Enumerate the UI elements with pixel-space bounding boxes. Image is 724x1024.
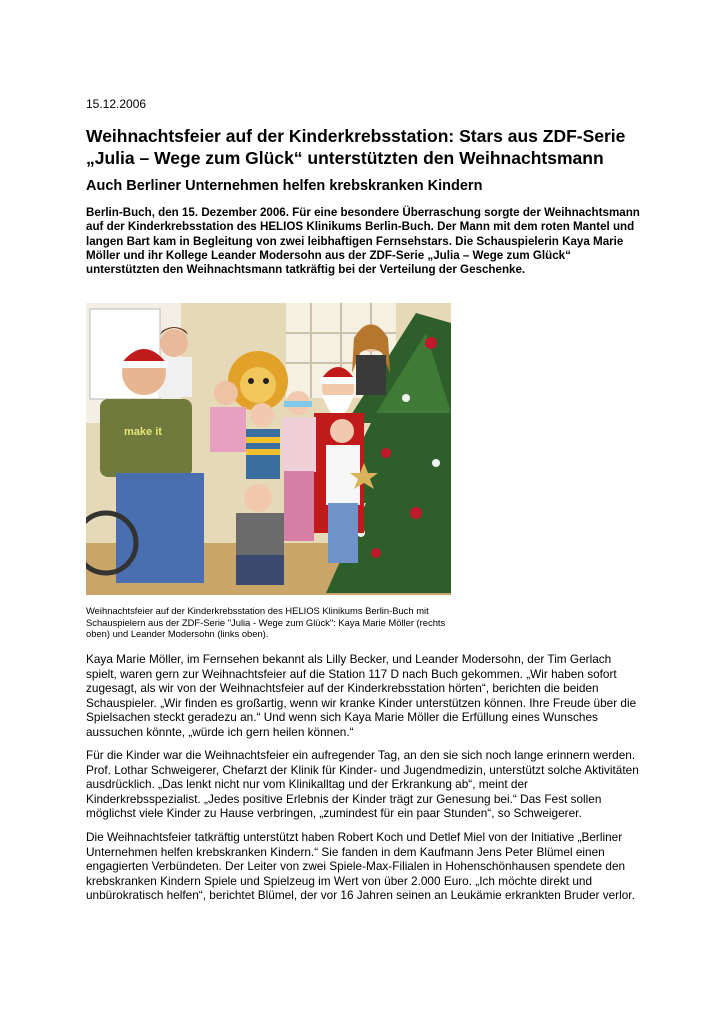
article-date: 15.12.2006 <box>86 97 147 111</box>
shirt-print: make it <box>124 426 162 438</box>
article-title: Weihnachtsfeier auf der Kinderkrebsstation: Stars aus ZDF-Serie „Julia – Wege zum Glück“ unterstützten den Weihnachtsmann <box>86 126 626 168</box>
christmas-party-photo <box>86 303 451 595</box>
body-paragraph: Die Weihnachtsfeier tatkräftig unterstützt haben Robert Koch und Detlef Miel von der Initiative „Berliner Unternehmen helfen krebskranken Kindern.“ Sie fanden in dem Kaufmann Jens Peter Blümel einen engagierten Verbündeten. Der Leiter von zwei Spiele-Max-Filialen in Hohenschönhausen spendete den krebskranken Kindern Spiele und Spielzeug im Wert von über 2.000 Euro. „Ich möchte direkt und unbürokratisch helfen“, berichtet Blümel, der vor 16 Jahren seinen an Leukämie erkrankten Bruder verlor. <box>86 830 635 903</box>
article-lead: Berlin-Buch, den 15. Dezember 2006. Für eine besondere Überraschung sorgte der Weihnachtsmann auf der Kinderkrebsstation des HELIOS Klinikums Berlin-Buch. Der Mann mit dem roten Mantel und langen Bart kam in Begleitung von zwei leibhaftigen Fernsehstars. Die Schauspielerin Kaya Marie Möller und ihr Kollege Leander Modersohn aus der ZDF-Serie „Julia – Wege zum Glück“ unterstützten den Weihnachtsmann tatkräftig bei der Verteilung der Geschenke. <box>86 206 640 277</box>
photo-caption: Weihnachtsfeier auf der Kinderkrebsstation des HELIOS Klinikums Berlin-Buch mit Schauspielern aus der ZDF-Serie "Julia - Wege zum Glück": Kaya Marie Möller (rechts oben) und Leander Modersohn (links oben). <box>86 605 446 639</box>
article-subtitle: Auch Berliner Unternehmen helfen krebskranken Kindern <box>86 178 483 194</box>
body-paragraph: Kaya Marie Möller, im Fernsehen bekannt als Lilly Becker, und Leander Modersohn, der Tim Gerlach spielt, waren gern zur Weihnachtsfeier auf die Station 117 D nach Buch gekommen. „Wir haben sofort zugesagt, als wir von der Weihnachtsfeier auf der Kinderkrebsstation hörten“, berichten die beiden Schauspieler. „Wir finden es großartig, wenn wir kranke Kinder unterstützen können. Ihre Freude über die Spielsachen steckt geradezu an.“ Und wenn sich Kaya Marie Möller die Erfüllung eines Wunsches aussuchen könnte, „würde ich gern heilen können.“ <box>86 652 637 739</box>
body-paragraph: Für die Kinder war die Weihnachtsfeier ein aufregender Tag, an den sie sich noch lange erinnern werden. Prof. Lothar Schweigerer, Chefarzt der Klinik für Kinder- und Jugendmedizin, unterstützt solche Aktivitäten ausdrücklich. „Das lenkt nicht nur vom Klinikalltag und der Erkrankung ab“, meint der Kinderkrebsspezialist. „Jedes positive Erlebnis der Kinder trägt zur Genesung bei.“ Das Fest sollen möglichst viele Kinder zu Hause verbringen, „zumindest für ein paar Stunden“, so Schweigerer. <box>86 748 639 821</box>
